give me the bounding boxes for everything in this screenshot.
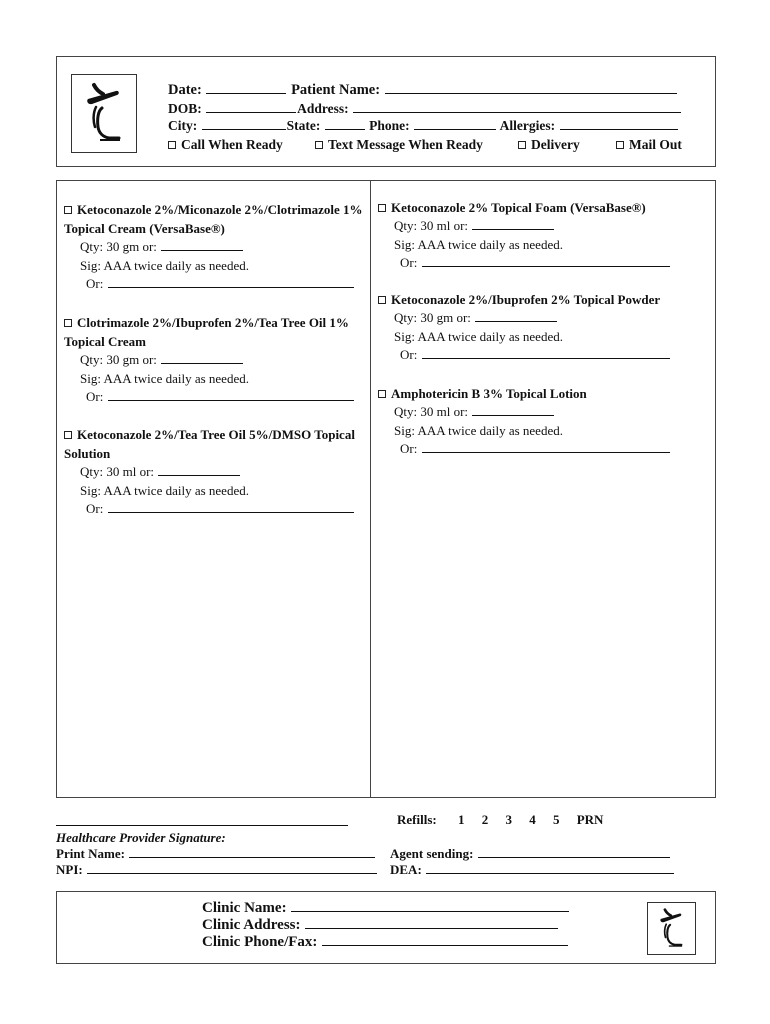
rx-sig: Sig: AAA twice daily as needed. [80,257,249,273]
agent-label: Agent sending: [390,846,474,861]
rx-or: Or: [86,276,104,291]
rx-or: Or: [86,389,104,404]
rx-title: Ketoconazole 2% Topical Foam (VersaBase®) [391,200,646,215]
dob-field[interactable] [206,112,296,113]
option-mail[interactable] [616,137,682,153]
call-when-ready-checkbox[interactable] [168,141,176,149]
rx-checkbox[interactable] [64,319,72,327]
clinic-name-field[interactable] [291,911,569,912]
rx-checkbox[interactable] [64,431,72,439]
option-delivery[interactable] [518,137,580,153]
state-field[interactable] [325,129,365,130]
refill-option-1[interactable]: 1 [457,812,465,827]
rx-sig: Sig: AAA twice daily as needed. [394,422,563,438]
rx-qty: Qty: 30 gm or: [394,310,471,325]
qty-field[interactable] [161,363,243,364]
dea-field[interactable] [426,873,674,874]
agent-field[interactable] [478,857,670,858]
option-call-label: Call When Ready [181,137,283,152]
agent-row [390,846,671,862]
rx-or: Or: [86,501,104,516]
npi-label: NPI: [56,862,83,877]
allergies-label: Allergies: [499,118,556,133]
date-patient-row [168,82,678,99]
rx-checkbox[interactable] [64,206,72,214]
mortar-pestle-icon [648,903,695,954]
rx-title: Ketoconazole 2%/Ibuprofen 2% Topical Powder [391,292,661,307]
rx-sig: Sig: AAA twice daily as needed. [394,328,563,344]
qty-field[interactable] [472,415,554,416]
option-text-label: Text Message When Ready [328,137,483,152]
dea-label: DEA: [390,862,422,877]
rx-item-right-2 [378,290,708,365]
city-field[interactable] [202,129,286,130]
clinic-address-field[interactable] [305,928,558,929]
qty-field[interactable] [161,250,243,251]
city-state-row [168,118,679,134]
qty-field[interactable] [158,475,240,476]
patient-name-label: Patient Name: [291,82,381,98]
rx-checkbox[interactable] [378,296,386,304]
refills-row [397,812,603,828]
clinic-name-row [202,900,570,917]
dea-row [390,862,675,878]
rx-checkbox[interactable] [378,390,386,398]
date-field[interactable] [206,93,286,94]
print-name-field[interactable] [129,857,375,858]
option-mail-label: Mail Out [629,137,682,152]
rx-item-right-1 [378,198,708,273]
or-field[interactable] [108,400,354,401]
clinic-phone-row [202,934,569,951]
rx-title: Ketoconazole 2%/Tea Tree Oil 5%/DMSO Topical Solution [64,427,355,461]
phone-label: Phone: [369,118,410,133]
rx-item-left-2 [64,313,364,407]
rx-or: Or: [400,255,418,270]
refill-option-4[interactable]: 4 [529,812,536,827]
allergies-field[interactable] [560,129,678,130]
rx-title: Clotrimazole 2%/Ibuprofen 2%/Tea Tree Oil 1% Topical Cream [64,315,349,349]
rx-sig: Sig: AAA twice daily as needed. [80,370,249,386]
rx-or: Or: [400,347,418,362]
dob-address-row [168,101,682,117]
rx-sig: Sig: AAA twice daily as needed. [80,482,249,498]
clinic-phone-field[interactable] [322,945,568,946]
option-call[interactable] [168,137,283,153]
clinic-name-label: Clinic Name: [202,900,287,916]
patient-name-field[interactable] [385,93,677,94]
rx-item-left-1 [64,200,364,294]
rx-qty: Qty: 30 ml or: [394,218,469,233]
option-text[interactable] [315,137,483,153]
option-delivery-label: Delivery [531,137,580,152]
or-field[interactable] [108,512,354,513]
rx-qty: Qty: 30 ml or: [80,464,155,479]
qty-field[interactable] [475,321,557,322]
clinic-phone-label: Clinic Phone/Fax: [202,934,318,950]
clinic-address-label: Clinic Address: [202,917,301,933]
or-field[interactable] [108,287,354,288]
state-label: State: [286,118,321,133]
dob-label: DOB: [168,101,202,116]
npi-field[interactable] [87,873,377,874]
refill-option-2[interactable]: 2 [481,812,489,827]
clinic-box [56,891,716,964]
rx-item-left-3 [64,425,364,519]
rx-title: Amphotericin B 3% Topical Lotion [391,386,587,401]
clinic-address-row [202,917,559,934]
address-label: Address: [297,101,349,116]
address-field[interactable] [353,112,681,113]
rx-sig: Sig: AAA twice daily as needed. [394,236,563,252]
signature-line[interactable] [56,825,348,826]
refill-option-3[interactable]: 3 [505,812,512,827]
rx-item-right-3 [378,384,708,459]
rx-qty: Qty: 30 gm or: [80,239,157,254]
patient-header-box [56,56,716,167]
rx-title: Ketoconazole 2%/Miconazole 2%/Clotrimazole 1% Topical Cream (VersaBase®) [64,202,363,236]
mortar-pestle-icon [72,75,136,152]
mail-out-checkbox[interactable] [616,141,624,149]
logo-frame [71,74,137,153]
refills-label: Refills: [397,812,437,827]
rx-checkbox[interactable] [378,204,386,212]
npi-row [56,862,378,878]
date-label: Date: [168,82,202,98]
column-divider [370,181,371,797]
print-name-label: Print Name: [56,846,125,861]
print-name-row [56,846,376,862]
rx-or: Or: [400,441,418,456]
clinic-logo-frame [647,902,696,955]
rx-qty: Qty: 30 gm or: [80,352,157,367]
or-field[interactable] [422,266,670,267]
delivery-checkbox[interactable] [518,141,526,149]
or-field[interactable] [422,358,670,359]
or-field[interactable] [422,452,670,453]
text-message-checkbox[interactable] [315,141,323,149]
qty-field[interactable] [472,229,554,230]
city-label: City: [168,118,198,133]
refill-option-prn[interactable]: PRN [576,812,604,827]
refill-option-5[interactable]: 5 [552,812,560,827]
rx-qty: Qty: 30 ml or: [394,404,469,419]
phone-field[interactable] [414,129,496,130]
signature-label: Healthcare Provider Signature: [56,830,226,845]
